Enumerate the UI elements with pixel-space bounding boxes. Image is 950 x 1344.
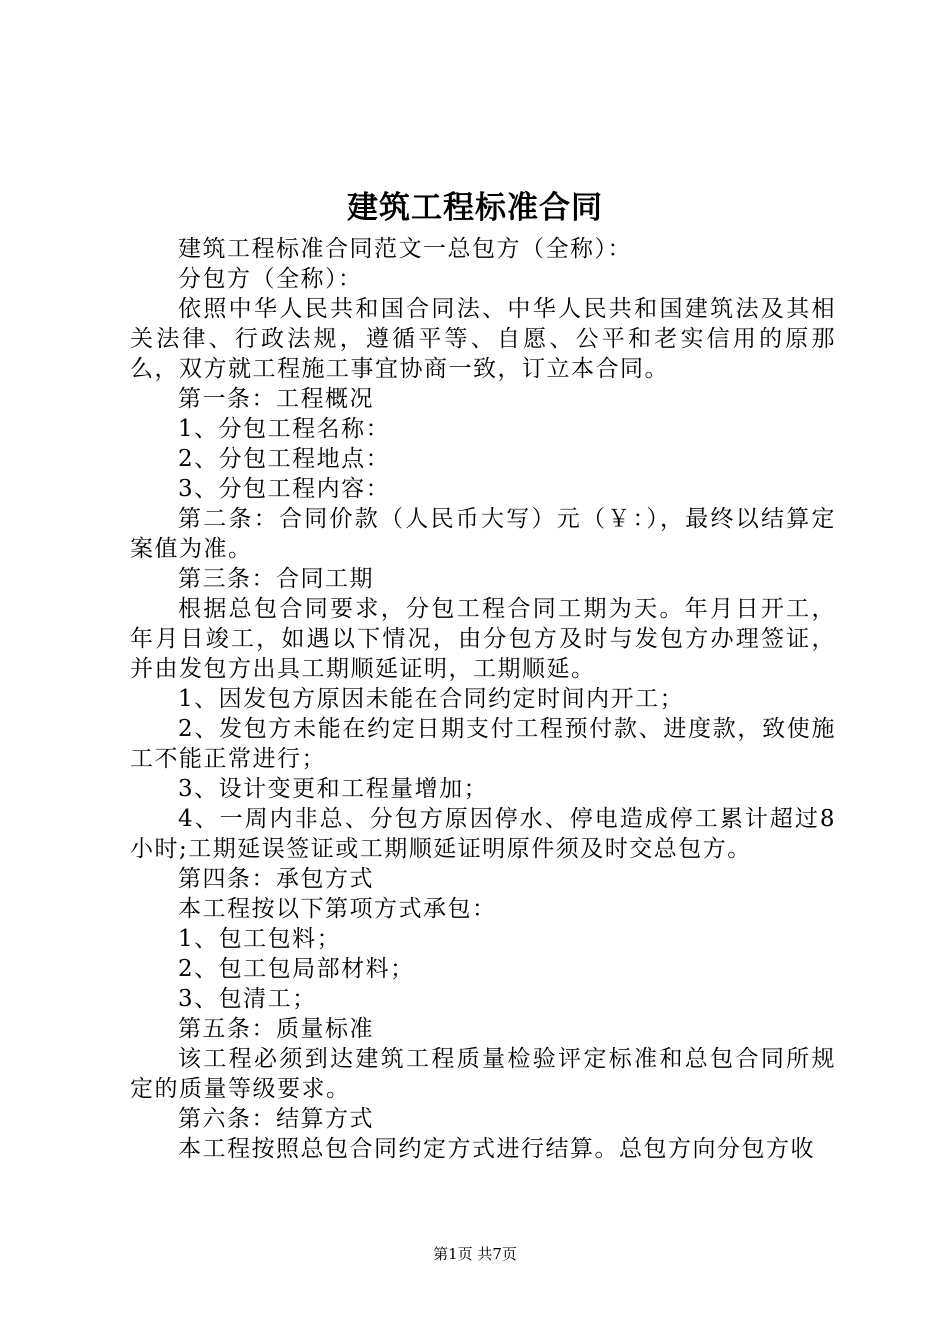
list-item: 2、包工包局部材料； xyxy=(178,956,415,982)
list-item: 3、设计变更和工程量增加； xyxy=(178,776,489,802)
section-heading: 第一条：工程概况 xyxy=(178,386,374,412)
paragraph: 该工程必须到达建筑工程质量检验评定标准和总包合同所规定的质量等级要求。 xyxy=(130,1046,836,1102)
document-title: 建筑工程标准合同 xyxy=(347,190,603,226)
list-item: 1、因发包方原因未能在合同约定时间内开工； xyxy=(178,686,685,712)
list-item: 3、包清工； xyxy=(178,986,317,1012)
list-item: 2、发包方未能在约定日期支付工程预付款、进度款，致使施工不能正常进行； xyxy=(130,716,836,772)
section-heading: 第六条：结算方式 xyxy=(178,1106,374,1132)
page-number: 第1页 共7页 xyxy=(433,1245,517,1263)
paragraph: 建筑工程标准合同范文一总包方（全称）： xyxy=(178,236,632,262)
paragraph: 分包方（全称）： xyxy=(178,266,363,292)
paragraph: 依照中华人民共和国合同法、中华人民共和国建筑法及其相关法律、行政法规，遵循平等、自愿、公平和老实信用的原那么，双方就工程施工事宜协商一致，订立本合同。 xyxy=(130,296,836,382)
section-heading: 第四条：承包方式 xyxy=(178,866,374,892)
list-item: 3、分包工程内容： xyxy=(178,476,391,502)
list-item: 1、分包工程名称： xyxy=(178,416,391,442)
document-body xyxy=(130,234,836,1164)
paragraph: 根据总包合同要求，分包工程合同工期为天。年月日开工，年月日竣工，如遇以下情况，由分包方及时与发包方办理签证，并由发包方出具工期顺延证明，工期顺延。 xyxy=(130,596,836,682)
paragraph: 本工程按以下第项方式承包： xyxy=(178,896,497,922)
list-item: 1、包工包料； xyxy=(178,926,342,952)
section-heading: 第二条：合同价款（人民币大写）元（￥：），最终以结算定案值为准。 xyxy=(130,506,836,562)
section-heading: 第三条：合同工期 xyxy=(178,566,374,592)
paragraph: 本工程按照总包合同约定方式进行结算。总包方向分包方收 xyxy=(178,1136,815,1162)
list-item: 2、分包工程地点： xyxy=(178,446,391,472)
section-heading: 第五条：质量标准 xyxy=(178,1016,374,1042)
list-item: 4、一周内非总、分包方原因停水、停电造成停工累计超过8小时;工期延误签证或工期顺延证明原件须及时交总包方。 xyxy=(130,806,836,862)
